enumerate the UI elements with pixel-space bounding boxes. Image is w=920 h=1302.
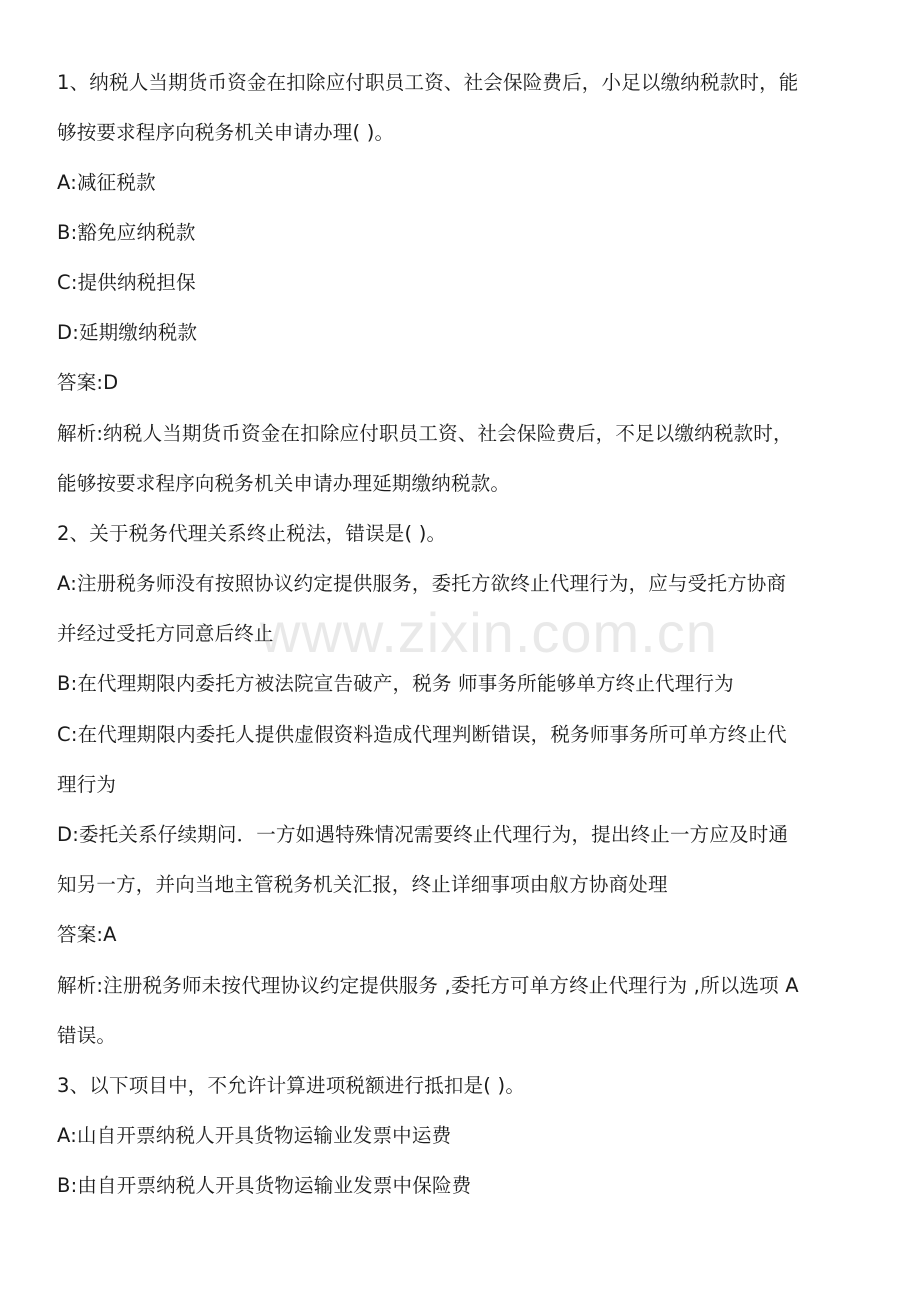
q2-option-b: B:在代理期限内委托方被法院宣告破产，税务 师事务所能够单方终止代理行为 (57, 672, 734, 695)
q2-option-a-line-2: 并经过受托方同意后终止 (57, 622, 274, 645)
q2-option-c-line-1: C:在代理期限内委托人提供虚假资料造成代理判断错误，税务师事务所可单方终止代 (57, 723, 787, 746)
q1-answer: 答案:D (57, 371, 119, 394)
q1-analysis-line-2: 能够按要求程序向税务机关申请办理延期缴纳税款。 (57, 472, 511, 495)
q1-option-a: A:减征税款 (57, 171, 156, 194)
q2-option-a-line-1: A:注册税务师没有按照协议约定提供服务，委托方欲终止代理行为，应与受托方协商 (57, 572, 787, 595)
q3-stem: 3、以下项目中，不允许计算进项税额进行抵扣是( )。 (57, 1074, 526, 1097)
q1-analysis-line-1: 解析:纳税人当期货币资金在扣除应付职员工资、社会保险费后，不足以缴纳税款时， (57, 422, 793, 445)
q1-option-b: B:豁免应纳税款 (57, 221, 196, 244)
q1-stem-line-2: 够按要求程序向税务机关申请办理( )。 (57, 121, 395, 144)
q2-analysis-line-1: 解析:注册税务师未按代理协议约定提供服务 ,委托方可单方终止代理行为 ,所以选项 A (57, 974, 799, 997)
q1-option-d: D:延期缴纳税款 (57, 321, 198, 344)
q2-option-d-line-2: 知另一方，并向当地主管税务机关汇报，终止详细事项由舣方协商处理 (57, 873, 668, 896)
watermark: www.zixin.com.cn (260, 601, 718, 664)
q3-option-a: A:山自开票纳税人开具货物运输业发票中运费 (57, 1124, 452, 1147)
q3-option-b: B:由自开票纳税人开具货物运输业发票中保险费 (57, 1174, 472, 1197)
q2-analysis-line-2: 错误。 (57, 1024, 117, 1047)
q2-option-c-line-2: 理行为 (57, 773, 117, 796)
q2-option-d-line-1: D:委托关系仔续期问．一方如遇特殊情况需要终止代理行为，提出终止一方应及时通 (57, 823, 789, 846)
q1-option-c: C:提供纳税担保 (57, 271, 196, 294)
q1-stem-line-1: 1、纳税人当期货币资金在扣除应付职员工资、社会保险费后，小足以缴纳税款时，能 (57, 71, 799, 94)
q2-stem: 2、关于税务代理关系终止税法，错误是( )。 (57, 522, 447, 545)
q2-answer: 答案:A (57, 923, 117, 946)
